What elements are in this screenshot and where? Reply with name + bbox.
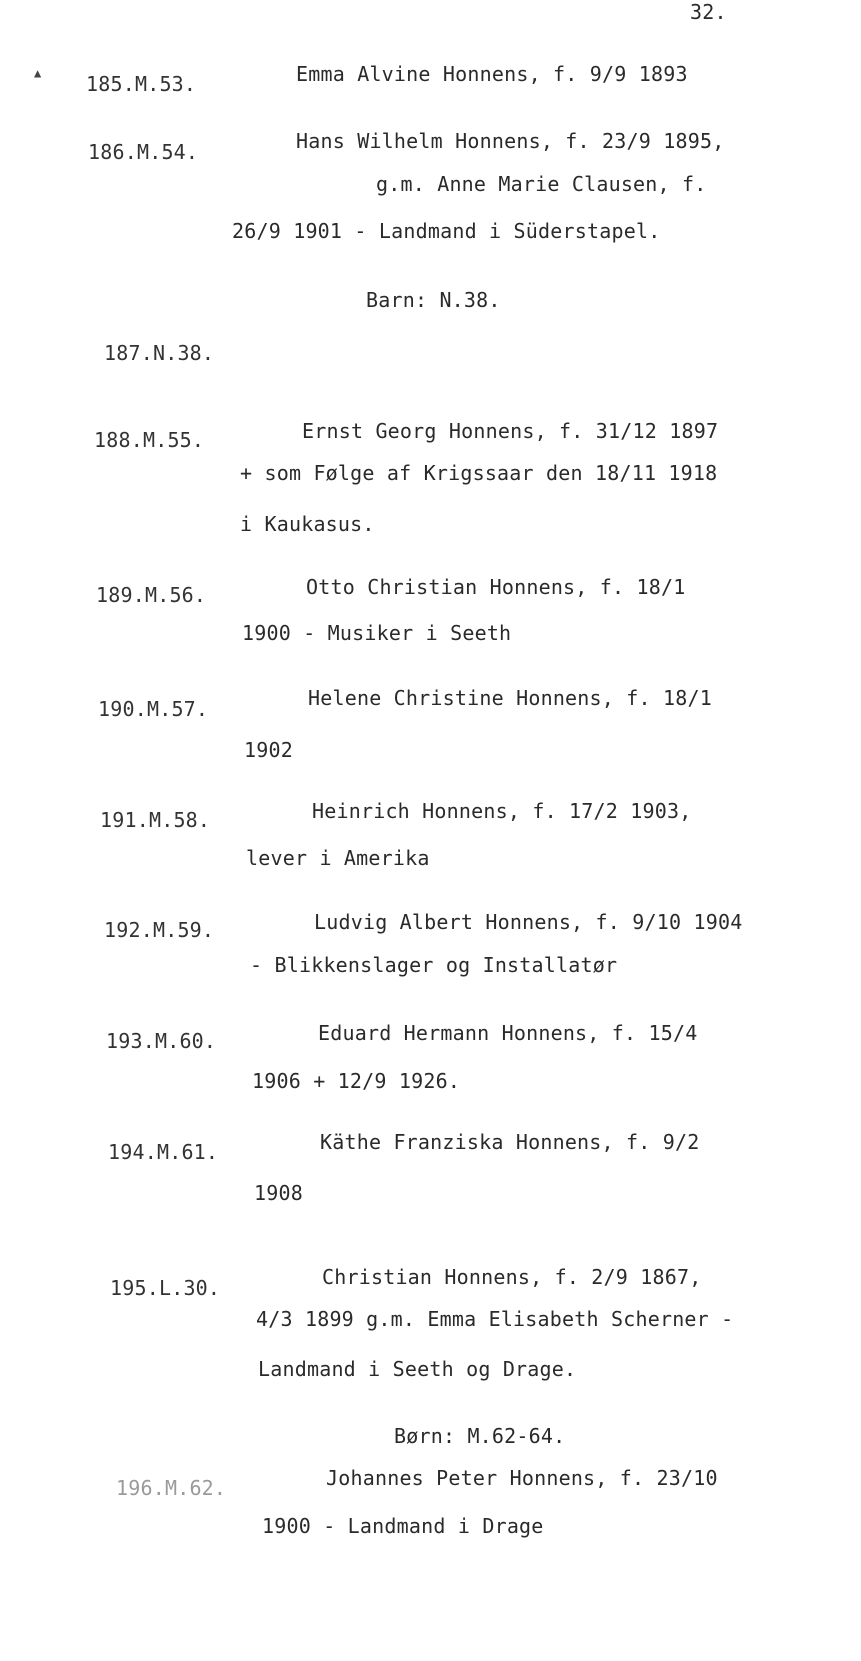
entry-id: 189.M.56. [96,583,207,607]
page-number: 32. [690,0,727,24]
entry-id: 191.M.58. [100,808,211,832]
entry-line: Ernst Georg Honnens, f. 31/12 1897 [302,419,719,443]
entry-line: Emma Alvine Honnens, f. 9/9 1893 [296,62,688,86]
entry-line: 26/9 1901 - Landmand i Süderstapel. [232,219,661,243]
entry-line: Christian Honnens, f. 2/9 1867, [322,1265,702,1289]
entry-line: 4/3 1899 g.m. Emma Elisabeth Scherner - [256,1307,734,1331]
entry-line: 1908 [254,1181,303,1205]
entry-line: Otto Christian Honnens, f. 18/1 [306,575,686,599]
entry-id: 193.M.60. [106,1029,217,1053]
entry-line: - Blikkenslager og Installatør [250,953,618,977]
entry-line: Ludvig Albert Honnens, f. 9/10 1904 [314,910,743,934]
entry-line: 1906 + 12/9 1926. [252,1069,461,1093]
entry-line: Käthe Franziska Honnens, f. 9/2 [320,1130,700,1154]
entry-line: Heinrich Honnens, f. 17/2 1903, [312,799,692,823]
entry-line: Helene Christine Honnens, f. 18/1 [308,686,712,710]
entry-id: 190.M.57. [98,697,209,721]
children-heading: Barn: N.38. [366,288,501,312]
entry-id: 186.M.54. [88,140,199,164]
entry-line: 1900 - Musiker i Seeth [242,621,512,645]
entry-id: 195.L.30. [110,1276,221,1300]
entry-line: Landmand i Seeth og Drage. [258,1357,577,1381]
entry-line: Johannes Peter Honnens, f. 23/10 [326,1466,718,1490]
entry-line: Eduard Hermann Honnens, f. 15/4 [318,1021,698,1045]
entry-line: + som Følge af Krigssaar den 18/11 1918 [240,461,718,485]
entry-line: Hans Wilhelm Honnens, f. 23/9 1895, [296,129,725,153]
margin-mark: ▲ [34,66,42,80]
entry-line: lever i Amerika [246,846,430,870]
entry-line: i Kaukasus. [240,512,375,536]
children-heading: Børn: M.62-64. [394,1424,566,1448]
entry-line: g.m. Anne Marie Clausen, f. [376,172,707,196]
entry-id: 185.M.53. [86,72,197,96]
entry-id: 194.M.61. [108,1140,219,1164]
entry-line: 1902 [244,738,293,762]
entry-id: 188.M.55. [94,428,205,452]
entry-id: 192.M.59. [104,918,215,942]
entry-line: 1900 - Landmand i Drage [262,1514,544,1538]
entry-id: 196.M.62. [116,1476,227,1500]
entry-id: 187.N.38. [104,341,215,365]
